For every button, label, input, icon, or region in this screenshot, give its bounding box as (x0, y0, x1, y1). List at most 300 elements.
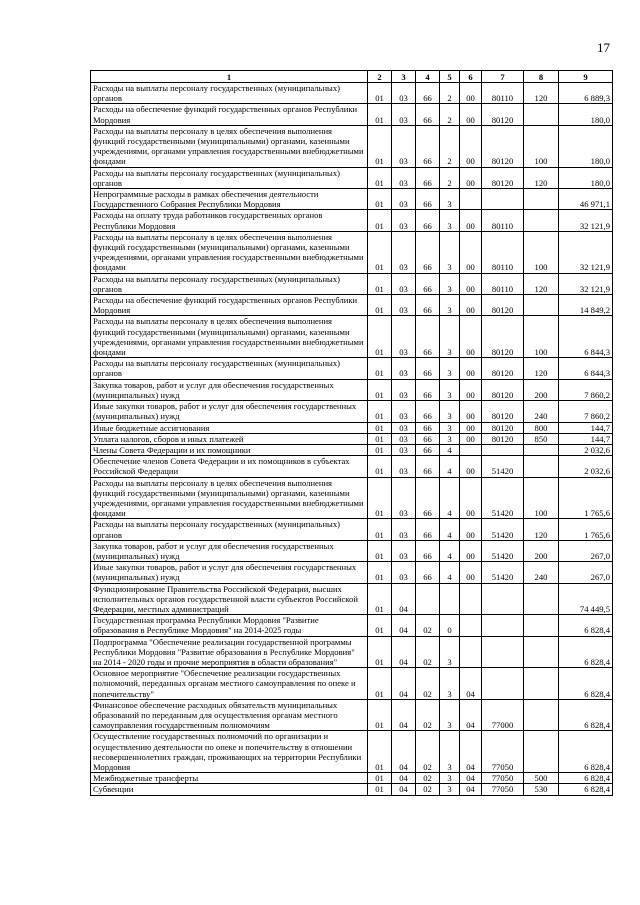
section-code-cell: 01 (368, 379, 392, 400)
direction-code-cell: 80120 (482, 433, 524, 444)
row-name-cell: Непрограммные расходы в рамках обеспечения деятельности Государственного Собрания Республики Мордовия (91, 189, 368, 210)
amount-cell: 7 860,2 (559, 401, 613, 422)
subsection-code-cell: 03 (392, 422, 416, 433)
amount-cell: 1 765,6 (559, 477, 613, 519)
expense-type-code-cell: 800 (524, 422, 559, 433)
direction-code-cell: 77050 (482, 773, 524, 784)
subsection-code-cell: 03 (392, 210, 416, 231)
subsection-code-cell: 03 (392, 379, 416, 400)
table-row (91, 210, 613, 231)
expense-type-code-cell (524, 615, 559, 636)
amount-cell: 2 032,6 (559, 444, 613, 455)
subprogram-code-cell: 3 (440, 668, 460, 700)
amount-cell: 180,0 (559, 125, 613, 167)
expense-type-code-cell (524, 104, 559, 125)
row-name-cell: Межбюджетные трансферты (91, 773, 368, 784)
table-body (91, 83, 613, 796)
amount-cell: 180,0 (559, 167, 613, 188)
program-code-cell: 66 (416, 519, 440, 540)
subprogram-code-cell: 3 (440, 210, 460, 231)
section-code-cell: 01 (368, 583, 392, 615)
row-name-cell: Иные закупки товаров, работ и услуг для обеспечения государственных (муниципальных) нужд (91, 401, 368, 422)
subprogram-code-cell (440, 583, 460, 615)
event-code-cell: 00 (460, 401, 482, 422)
row-name-cell: Расходы на выплаты персоналу государственных (муниципальных) органов (91, 83, 368, 104)
page-number: 17 (597, 40, 610, 55)
event-code-cell: 04 (460, 699, 482, 731)
subprogram-code-cell: 3 (440, 401, 460, 422)
expense-type-code-cell (524, 210, 559, 231)
program-code-cell: 66 (416, 433, 440, 444)
direction-code-cell: 51420 (482, 540, 524, 561)
expense-type-code-cell (524, 444, 559, 455)
subprogram-code-cell: 3 (440, 433, 460, 444)
table-row (91, 668, 613, 700)
program-code-cell: 66 (416, 477, 440, 519)
row-name-cell: Основное мероприятие "Обеспечение реализации государственных полномочий, переданных органам местного самоуправления по опеке и попечительству" (91, 668, 368, 700)
event-code-cell: 00 (460, 231, 482, 273)
direction-code-cell: 51420 (482, 519, 524, 540)
expense-type-code-cell: 200 (524, 379, 559, 400)
amount-cell: 74 449,5 (559, 583, 613, 615)
column-header-7: 7 (482, 71, 524, 83)
expense-type-code-cell (524, 189, 559, 210)
row-name-cell: Функционирование Правительства Российской Федерации, высших исполнительных органов государственной власти субъектов Российской Федерации, местных администраций (91, 583, 368, 615)
row-name-cell: Расходы на выплаты персоналу государственных (муниципальных) органов (91, 519, 368, 540)
section-code-cell: 01 (368, 444, 392, 455)
subsection-code-cell: 04 (392, 731, 416, 773)
column-header-2: 2 (368, 71, 392, 83)
direction-code-cell: 80110 (482, 273, 524, 294)
column-header-1: 1 (91, 71, 368, 83)
amount-cell: 180,0 (559, 104, 613, 125)
program-code-cell: 66 (416, 83, 440, 104)
expense-type-code-cell (524, 583, 559, 615)
row-name-cell: Иные бюджетные ассигнования (91, 422, 368, 433)
event-code-cell: 00 (460, 210, 482, 231)
program-code-cell: 02 (416, 773, 440, 784)
table-row (91, 784, 613, 795)
program-code-cell: 66 (416, 540, 440, 561)
subprogram-code-cell: 2 (440, 83, 460, 104)
subsection-code-cell: 03 (392, 295, 416, 316)
amount-cell: 6 828,4 (559, 668, 613, 700)
subprogram-code-cell: 3 (440, 295, 460, 316)
amount-cell: 1 765,6 (559, 519, 613, 540)
program-code-cell: 66 (416, 316, 440, 358)
section-code-cell: 01 (368, 273, 392, 294)
direction-code-cell: 80120 (482, 104, 524, 125)
section-code-cell: 01 (368, 562, 392, 583)
program-code-cell: 66 (416, 104, 440, 125)
table-row (91, 699, 613, 731)
row-name-cell: Подпрограмма "Обеспечение реализации государственной программы Республики Мордовия "Развитие образования в Республике Мордовия" на 2014 - 2020 годы и прочие мероприятия в области образования" (91, 636, 368, 668)
subprogram-code-cell: 3 (440, 784, 460, 795)
direction-code-cell: 80110 (482, 210, 524, 231)
row-name-cell: Расходы на оплату труда работников государственных органов Республики Мордовия (91, 210, 368, 231)
subsection-code-cell: 03 (392, 477, 416, 519)
amount-cell: 6 828,4 (559, 615, 613, 636)
table-row (91, 316, 613, 358)
subprogram-code-cell: 4 (440, 562, 460, 583)
section-code-cell: 01 (368, 731, 392, 773)
direction-code-cell: 80110 (482, 83, 524, 104)
table-row (91, 773, 613, 784)
direction-code-cell (482, 583, 524, 615)
section-code-cell: 01 (368, 540, 392, 561)
expense-type-code-cell: 100 (524, 316, 559, 358)
subprogram-code-cell: 3 (440, 731, 460, 773)
program-code-cell: 66 (416, 401, 440, 422)
subsection-code-cell: 04 (392, 615, 416, 636)
amount-cell: 6 844,3 (559, 316, 613, 358)
section-code-cell: 01 (368, 422, 392, 433)
section-code-cell: 01 (368, 636, 392, 668)
subsection-code-cell: 03 (392, 433, 416, 444)
expense-type-code-cell (524, 699, 559, 731)
event-code-cell: 04 (460, 773, 482, 784)
section-code-cell: 01 (368, 104, 392, 125)
table-row (91, 125, 613, 167)
event-code-cell: 00 (460, 456, 482, 477)
direction-code-cell: 51420 (482, 477, 524, 519)
row-name-cell: Расходы на выплаты персоналу государственных (муниципальных) органов (91, 167, 368, 188)
row-name-cell: Расходы на обеспечение функций государственных органов Республики Мордовия (91, 104, 368, 125)
section-code-cell: 01 (368, 210, 392, 231)
program-code-cell (416, 583, 440, 615)
table-row (91, 540, 613, 561)
amount-cell: 6 844,3 (559, 358, 613, 379)
subprogram-code-cell: 4 (440, 519, 460, 540)
section-code-cell: 01 (368, 167, 392, 188)
subsection-code-cell: 04 (392, 784, 416, 795)
event-code-cell (460, 615, 482, 636)
direction-code-cell: 51420 (482, 456, 524, 477)
expense-type-code-cell: 500 (524, 773, 559, 784)
amount-cell: 46 971,1 (559, 189, 613, 210)
program-code-cell: 66 (416, 444, 440, 455)
section-code-cell: 01 (368, 668, 392, 700)
subsection-code-cell: 03 (392, 231, 416, 273)
expense-type-code-cell: 100 (524, 231, 559, 273)
event-code-cell: 00 (460, 104, 482, 125)
section-code-cell: 01 (368, 773, 392, 784)
row-name-cell: Государственная программа Республики Мордовия "Развитие образования в Республике Мордовия" на 2014-2025 годы (91, 615, 368, 636)
row-name-cell: Расходы на выплаты персоналу в целях обеспечения выполнения функций государственными (муниципальными) органами, казенными учреждениями, органами управления государственными внебюджетными фондами (91, 477, 368, 519)
row-name-cell: Обеспечение членов Совета Федерации и их помощников в субъектах Российской Федерации (91, 456, 368, 477)
subprogram-code-cell: 3 (440, 231, 460, 273)
subprogram-code-cell: 3 (440, 636, 460, 668)
expense-type-code-cell: 100 (524, 125, 559, 167)
direction-code-cell (482, 668, 524, 700)
row-name-cell: Закупка товаров, работ и услуг для обеспечения государственных (муниципальных) нужд (91, 540, 368, 561)
expense-type-code-cell (524, 668, 559, 700)
direction-code-cell: 80120 (482, 125, 524, 167)
section-code-cell: 01 (368, 125, 392, 167)
table-row (91, 444, 613, 455)
amount-cell: 144,7 (559, 422, 613, 433)
subsection-code-cell: 03 (392, 456, 416, 477)
subsection-code-cell: 03 (392, 358, 416, 379)
table-row (91, 379, 613, 400)
table-row (91, 583, 613, 615)
table-header-row (91, 71, 613, 83)
section-code-cell: 01 (368, 231, 392, 273)
amount-cell: 32 121,9 (559, 210, 613, 231)
section-code-cell: 01 (368, 401, 392, 422)
program-code-cell: 02 (416, 668, 440, 700)
program-code-cell: 66 (416, 295, 440, 316)
program-code-cell: 66 (416, 456, 440, 477)
section-code-cell: 01 (368, 295, 392, 316)
table-row (91, 295, 613, 316)
program-code-cell: 66 (416, 273, 440, 294)
program-code-cell: 02 (416, 615, 440, 636)
program-code-cell: 66 (416, 379, 440, 400)
section-code-cell: 01 (368, 83, 392, 104)
expense-type-code-cell: 120 (524, 273, 559, 294)
subsection-code-cell: 03 (392, 519, 416, 540)
table-row (91, 422, 613, 433)
row-name-cell: Расходы на обеспечение функций государственных органов Республики Мордовия (91, 295, 368, 316)
subprogram-code-cell: 3 (440, 273, 460, 294)
event-code-cell: 00 (460, 540, 482, 561)
table-row (91, 456, 613, 477)
subsection-code-cell: 03 (392, 562, 416, 583)
event-code-cell: 00 (460, 379, 482, 400)
table-row (91, 636, 613, 668)
event-code-cell (460, 636, 482, 668)
event-code-cell: 00 (460, 562, 482, 583)
program-code-cell: 02 (416, 784, 440, 795)
expense-type-code-cell (524, 295, 559, 316)
table-row (91, 167, 613, 188)
amount-cell: 2 032,6 (559, 456, 613, 477)
direction-code-cell: 80110 (482, 231, 524, 273)
table-row (91, 615, 613, 636)
expense-type-code-cell: 120 (524, 83, 559, 104)
subprogram-code-cell: 3 (440, 422, 460, 433)
table-row (91, 477, 613, 519)
amount-cell: 6 828,4 (559, 773, 613, 784)
row-name-cell: Расходы на выплаты персоналу государственных (муниципальных) органов (91, 273, 368, 294)
table-row (91, 401, 613, 422)
program-code-cell: 66 (416, 562, 440, 583)
subsection-code-cell: 04 (392, 668, 416, 700)
direction-code-cell: 77050 (482, 784, 524, 795)
event-code-cell: 00 (460, 433, 482, 444)
row-name-cell: Осуществление государственных полномочий по организации и осуществлению деятельности по опеке и попечительству в отношении несовершеннолетних граждан, проживающих на территории Республики Мордовия (91, 731, 368, 773)
subprogram-code-cell: 3 (440, 379, 460, 400)
subprogram-code-cell: 3 (440, 773, 460, 784)
subprogram-code-cell: 4 (440, 456, 460, 477)
subsection-code-cell: 04 (392, 636, 416, 668)
row-name-cell: Расходы на выплаты персоналу в целях обеспечения выполнения функций государственными (муниципальными) органами, казенными учреждениями, органами управления государственными внебюджетными фондами (91, 316, 368, 358)
amount-cell: 144,7 (559, 433, 613, 444)
direction-code-cell: 80120 (482, 422, 524, 433)
expense-type-code-cell: 240 (524, 562, 559, 583)
direction-code-cell: 80120 (482, 167, 524, 188)
row-name-cell: Финансовое обеспечение расходных обязательств муниципальных образований по переданным для осуществления органам местного самоуправления государственным полномочиям (91, 699, 368, 731)
subsection-code-cell: 03 (392, 104, 416, 125)
subsection-code-cell: 04 (392, 583, 416, 615)
program-code-cell: 66 (416, 210, 440, 231)
table-row (91, 358, 613, 379)
event-code-cell: 00 (460, 295, 482, 316)
amount-cell: 6 828,4 (559, 699, 613, 731)
section-code-cell: 01 (368, 189, 392, 210)
direction-code-cell: 80120 (482, 379, 524, 400)
subsection-code-cell: 03 (392, 401, 416, 422)
section-code-cell: 01 (368, 519, 392, 540)
expense-type-code-cell (524, 636, 559, 668)
subsection-code-cell: 03 (392, 167, 416, 188)
section-code-cell: 01 (368, 699, 392, 731)
direction-code-cell: 80120 (482, 401, 524, 422)
amount-cell: 6 828,4 (559, 784, 613, 795)
event-code-cell: 00 (460, 519, 482, 540)
event-code-cell: 04 (460, 731, 482, 773)
amount-cell: 7 860,2 (559, 379, 613, 400)
amount-cell: 267,0 (559, 540, 613, 561)
event-code-cell: 00 (460, 358, 482, 379)
section-code-cell: 01 (368, 358, 392, 379)
program-code-cell: 02 (416, 699, 440, 731)
expense-type-code-cell (524, 731, 559, 773)
subsection-code-cell: 03 (392, 189, 416, 210)
expense-type-code-cell: 240 (524, 401, 559, 422)
direction-code-cell (482, 636, 524, 668)
section-code-cell: 01 (368, 615, 392, 636)
subprogram-code-cell: 0 (440, 615, 460, 636)
event-code-cell: 00 (460, 125, 482, 167)
subsection-code-cell: 04 (392, 699, 416, 731)
amount-cell: 32 121,9 (559, 231, 613, 273)
event-code-cell: 04 (460, 668, 482, 700)
table-row (91, 562, 613, 583)
subprogram-code-cell: 2 (440, 167, 460, 188)
program-code-cell: 66 (416, 125, 440, 167)
table-row (91, 273, 613, 294)
table-row (91, 433, 613, 444)
subprogram-code-cell: 3 (440, 316, 460, 358)
program-code-cell: 66 (416, 231, 440, 273)
direction-code-cell: 77050 (482, 731, 524, 773)
event-code-cell: 00 (460, 422, 482, 433)
section-code-cell: 01 (368, 316, 392, 358)
table-row (91, 104, 613, 125)
column-header-5: 5 (440, 71, 460, 83)
amount-cell: 6 828,4 (559, 636, 613, 668)
row-name-cell: Расходы на выплаты персоналу государственных (муниципальных) органов (91, 358, 368, 379)
amount-cell: 32 121,9 (559, 273, 613, 294)
program-code-cell: 66 (416, 358, 440, 379)
subprogram-code-cell: 4 (440, 444, 460, 455)
table-row (91, 731, 613, 773)
amount-cell: 267,0 (559, 562, 613, 583)
subsection-code-cell: 03 (392, 444, 416, 455)
subsection-code-cell: 03 (392, 540, 416, 561)
section-code-cell: 01 (368, 433, 392, 444)
direction-code-cell: 80120 (482, 295, 524, 316)
table-row (91, 189, 613, 210)
row-name-cell: Иные закупки товаров, работ и услуг для обеспечения государственных (муниципальных) нужд (91, 562, 368, 583)
row-name-cell: Расходы на выплаты персоналу в целях обеспечения выполнения функций государственными (муниципальными) органами, казенными учреждениями, органами управления государственными внебюджетными фондами (91, 231, 368, 273)
subsection-code-cell: 03 (392, 83, 416, 104)
expense-type-code-cell (524, 456, 559, 477)
budget-table (90, 70, 613, 796)
program-code-cell: 02 (416, 731, 440, 773)
row-name-cell: Расходы на выплаты персоналу в целях обеспечения выполнения функций государственными (муниципальными) органами, казенными учреждениями, органами управления государственными внебюджетными фондами (91, 125, 368, 167)
expense-type-code-cell: 120 (524, 358, 559, 379)
subprogram-code-cell: 4 (440, 477, 460, 519)
subsection-code-cell: 03 (392, 316, 416, 358)
direction-code-cell: 77000 (482, 699, 524, 731)
subsection-code-cell: 03 (392, 125, 416, 167)
expense-type-code-cell: 200 (524, 540, 559, 561)
event-code-cell: 00 (460, 316, 482, 358)
amount-cell: 14 849,2 (559, 295, 613, 316)
expense-type-code-cell: 850 (524, 433, 559, 444)
expense-type-code-cell: 120 (524, 519, 559, 540)
section-code-cell: 01 (368, 784, 392, 795)
amount-cell: 6 889,3 (559, 83, 613, 104)
section-code-cell: 01 (368, 477, 392, 519)
row-name-cell: Уплата налогов, сборов и иных платежей (91, 433, 368, 444)
column-header-9: 9 (559, 71, 613, 83)
row-name-cell: Субвенции (91, 784, 368, 795)
amount-cell: 6 828,4 (559, 731, 613, 773)
column-header-6: 6 (460, 71, 482, 83)
event-code-cell: 00 (460, 83, 482, 104)
direction-code-cell (482, 444, 524, 455)
event-code-cell (460, 583, 482, 615)
column-header-4: 4 (416, 71, 440, 83)
event-code-cell: 00 (460, 477, 482, 519)
table-row (91, 231, 613, 273)
subsection-code-cell: 03 (392, 273, 416, 294)
table-row (91, 519, 613, 540)
direction-code-cell (482, 615, 524, 636)
expense-type-code-cell: 100 (524, 477, 559, 519)
subprogram-code-cell: 2 (440, 125, 460, 167)
direction-code-cell: 80120 (482, 316, 524, 358)
event-code-cell (460, 189, 482, 210)
row-name-cell: Члены Совета Федерации и их помощники (91, 444, 368, 455)
subprogram-code-cell: 3 (440, 699, 460, 731)
section-code-cell: 01 (368, 456, 392, 477)
event-code-cell: 00 (460, 167, 482, 188)
subprogram-code-cell: 3 (440, 358, 460, 379)
expense-type-code-cell: 120 (524, 167, 559, 188)
program-code-cell: 66 (416, 167, 440, 188)
event-code-cell (460, 444, 482, 455)
subprogram-code-cell: 3 (440, 189, 460, 210)
subsection-code-cell: 04 (392, 773, 416, 784)
subprogram-code-cell: 4 (440, 540, 460, 561)
subprogram-code-cell: 2 (440, 104, 460, 125)
direction-code-cell (482, 189, 524, 210)
program-code-cell: 02 (416, 636, 440, 668)
column-header-3: 3 (392, 71, 416, 83)
table-row (91, 83, 613, 104)
event-code-cell: 04 (460, 784, 482, 795)
column-header-8: 8 (524, 71, 559, 83)
event-code-cell: 00 (460, 273, 482, 294)
direction-code-cell: 80120 (482, 358, 524, 379)
program-code-cell: 66 (416, 189, 440, 210)
program-code-cell: 66 (416, 422, 440, 433)
